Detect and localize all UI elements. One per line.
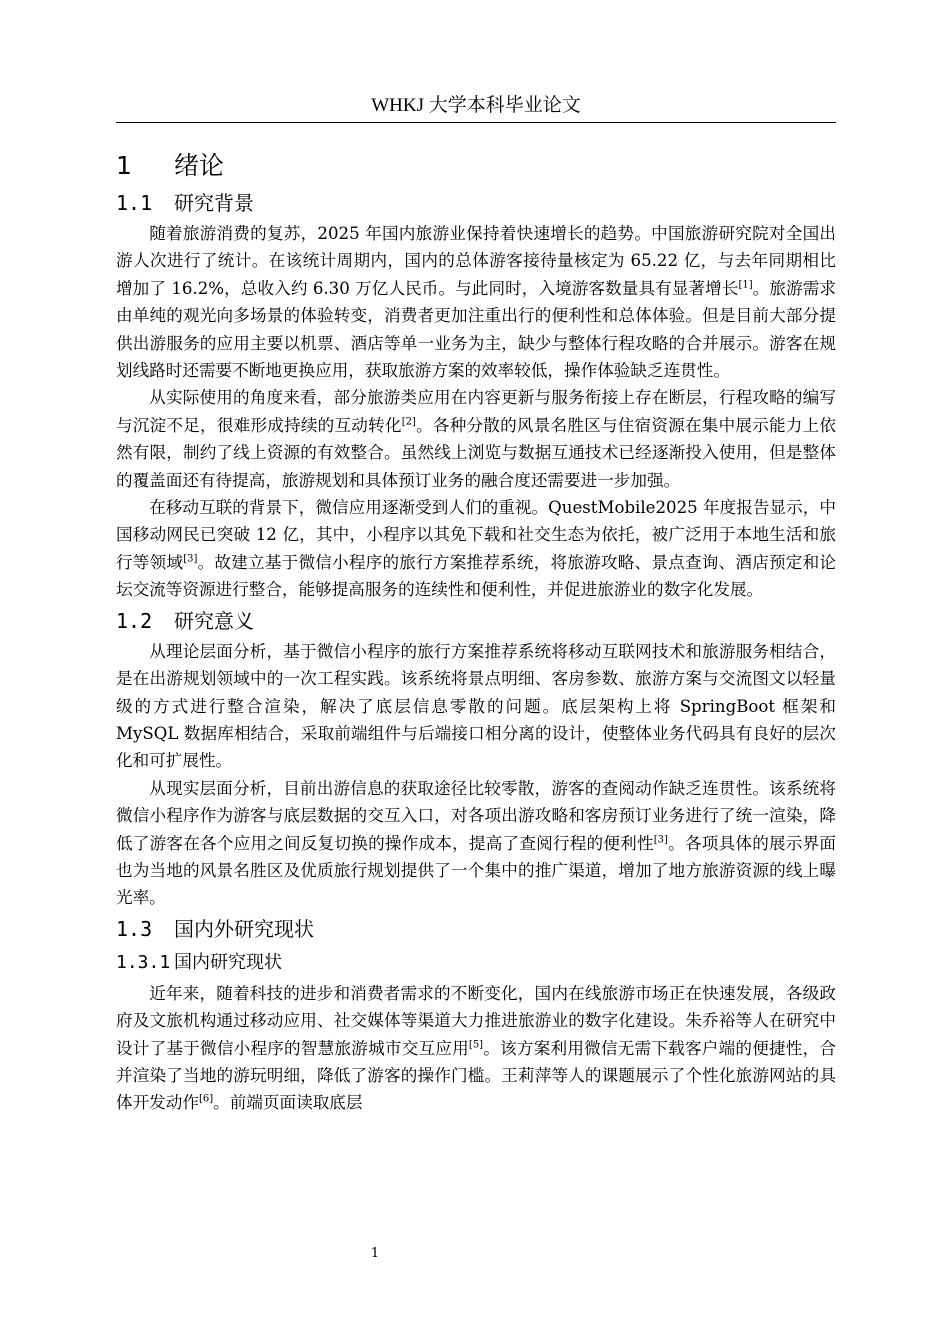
paragraph-text: 从现实层面分析，目前出游信息的获取途径比较零散，游客的查阅动作缺乏连贯性。该系统将微信小程序作为游客与底层数据的交互入口，对各项出游攻略和客房预订业务进行了统一渲染，降低了游客在各个应用之间反复切换的操作成本，提高了查阅行程的便利性 xyxy=(116,778,836,853)
paragraph xyxy=(116,638,836,775)
running-header: WHKJ 大学本科毕业论文 xyxy=(116,92,836,123)
section-title: 研究意义 xyxy=(174,608,254,633)
citation: [2] xyxy=(401,416,416,428)
citation: [5] xyxy=(468,1039,484,1051)
paragraph xyxy=(116,980,836,1117)
citation: [3] xyxy=(183,553,198,565)
paragraph-text: 。各种分散的风景名胜区与住宿资源在集中展示能力上依然有限，制约了线上资源的有效整合。虽然线上浏览与数据互通技术已经逐渐投入使用，但是整体的覆盖面还有待提高，旅游规划和具体预订业务的融合度还需要进一步加强。 xyxy=(116,415,837,490)
paragraph-text: 随着旅游消费的复苏，2025 年国内旅游业保持着快速增长的趋势。中国旅游研究院对全国出游人次进行了统计。在该统计周期内，国内的总体游客接待量核定为 65.22 亿，与去年同期相比增加了 16.2%，总收入约 6.30 万亿人民币。与此同时，入境游客数量具有显著增长 xyxy=(116,224,836,298)
paragraph-text: 。各项具体的展示界面也为当地的风景名胜区及优质旅行规划提供了一个集中的推广渠道，增加了地方旅游资源的线上曝光率。 xyxy=(116,833,837,908)
citation: [1] xyxy=(738,279,753,291)
paragraph-text: 从理论层面分析，基于微信小程序的旅行方案推荐系统将移动互联网技术和旅游服务相结合，是在出游规划领域中的一次工程实践。该系统将景点明细、客房参数、旅游方案与交流图文以轻量级的方式进行整合渲染，解决了底层信息零散的问题。底层架构上将 SpringBoot 框架和 MySQL 数据库相结合，采取前端组件与后端接口相分离的设计，使整体业务代码具有良好的层次化和可扩展性。 xyxy=(116,641,836,771)
page-body xyxy=(116,148,836,1117)
paragraph xyxy=(116,775,836,912)
page-number: 1 xyxy=(370,1246,380,1261)
chapter-heading xyxy=(116,148,836,184)
section-title: 研究背景 xyxy=(174,191,254,215)
subsection-heading-1-3-1 xyxy=(116,946,836,980)
section-heading-1-2 xyxy=(116,604,836,638)
section-heading-1-1 xyxy=(116,186,836,220)
citation: [3] xyxy=(653,834,668,845)
section-number: 1.3 xyxy=(116,916,153,941)
chapter-title: 绪论 xyxy=(174,151,225,180)
paragraph-text: 。前端页面读取底层 xyxy=(213,1093,363,1113)
paragraph xyxy=(116,384,836,494)
section-title: 国内外研究现状 xyxy=(174,916,314,941)
paragraph-text: 从实际使用的角度来看，部分旅游类应用在内容更新与服务衔接上存在断层，行程攻略的编写与沉淀不足，很难形成持续的互动转化 xyxy=(116,388,836,435)
subsection-number: 1.3.1 xyxy=(116,951,171,973)
citation: [6] xyxy=(198,1093,214,1105)
paragraph-text: 在移动互联的背景下，微信应用逐渐受到人们的重视。QuestMobile2025 年度报告显示，中国移动网民已突破 12 亿，其中，小程序以其免下载和社交生态为依托，被广泛用于本地生活和旅行等领域 xyxy=(116,498,836,572)
paragraph-text: 。故建立基于微信小程序的旅行方案推荐系统，将旅游攻略、景点查询、酒店预定和论坛交流等资源进行整合，能够提高服务的连续性和便利性，并促进旅游业的数字化发展。 xyxy=(116,552,837,600)
paragraph-text: 。旅游需求由单纯的观光向多场景的体验转变，消费者更加注重出行的便利性和总体体验。但是目前大部分提供出游服务的应用主要以机票、酒店等单一业务为主，缺少与整体行程攻略的合并展示。游客在规划线路时还需要不断地更换应用，获取旅游方案的效率较低，操作体验缺乏连贯性。 xyxy=(116,278,837,381)
paragraph xyxy=(116,494,836,604)
section-number: 1.2 xyxy=(116,608,153,633)
subsection-title: 国内研究现状 xyxy=(174,951,282,973)
paragraph-text: 。该方案利用微信无需下载客户端的便捷性，合并渲染了当地的游玩明细，降低了游客的操作门槛。王莉萍等人的课题展示了个性化旅游网站的具体开发动作 xyxy=(116,1038,837,1113)
paragraph xyxy=(116,220,836,384)
paragraph-text: 近年来，随着科技的进步和消费者需求的不断变化，国内在线旅游市场正在快速发展，各级政府及文旅机构通过移动应用、社交媒体等渠道大力推进旅游业的数字化建设。朱乔裕等人在研究中设计了基于微信小程序的智慧旅游城市交互应用 xyxy=(116,983,836,1058)
section-heading-1-3 xyxy=(116,912,836,946)
chapter-number: 1 xyxy=(116,151,132,180)
section-number: 1.1 xyxy=(116,191,153,215)
